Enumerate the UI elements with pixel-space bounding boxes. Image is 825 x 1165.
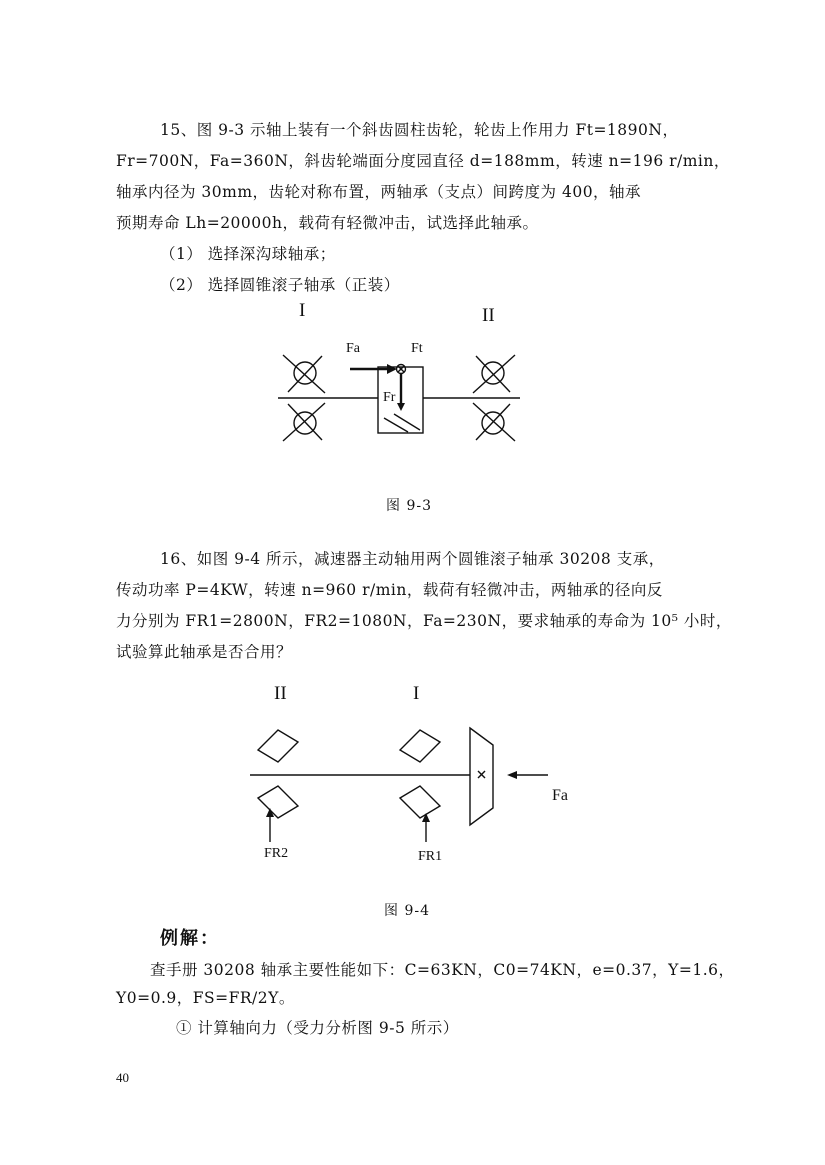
fig93-Fr-label: Fr bbox=[383, 390, 396, 405]
p16-line-4: 试验算此轴承是否合用？ bbox=[116, 643, 293, 661]
p15-line-2: Fr=700N，Fa=360N，斜齿轮端面分度园直径 d=188mm，转速 n=196 r/min， bbox=[116, 152, 730, 170]
p15-option-1: （1） 选择深沟球轴承； bbox=[160, 245, 336, 263]
fig94-label-II: II bbox=[274, 683, 287, 704]
p16-line-1: 16、如图 9-4 所示，减速器主动轴用两个圆锥滚子轴承 30208 支承， bbox=[160, 550, 665, 568]
fig93-label-II: II bbox=[482, 305, 495, 326]
fig94-FR1-label: FR1 bbox=[418, 849, 443, 864]
fig93-label-I: I bbox=[299, 300, 306, 321]
p15-line-3: 轴承内径为 30mm，齿轮对称布置，两轴承（支点）间跨度为 400，轴承 bbox=[116, 183, 642, 201]
fig94-label-I: I bbox=[413, 683, 420, 704]
fig93-Fa-label: Fa bbox=[346, 341, 360, 356]
p16-line-3: 力分别为 FR1=2800N，FR2=1080N，Fa=230N，要求轴承的寿命为 10⁵ 小时， bbox=[116, 612, 732, 630]
p15-option-2: （2） 选择圆锥滚子轴承（正装） bbox=[160, 276, 400, 294]
fig94-caption: 图 9-4 bbox=[384, 903, 430, 919]
fig93-Ft-label: Ft bbox=[411, 341, 423, 356]
p15-line-1: 15、图 9-3 示轴上装有一个斜齿圆柱齿轮，轮齿上作用力 Ft=1890N， bbox=[160, 121, 679, 139]
solution-line-1: 查手册 30208 轴承主要性能如下：C=63KN，C0=74KN，e=0.37，Y=1.6， bbox=[150, 961, 735, 979]
fig93-caption: 图 9-3 bbox=[386, 498, 432, 514]
solution-step-1: ① 计算轴向力（受力分析图 9-5 所示） bbox=[176, 1019, 459, 1037]
p16-line-2: 传动功率 P=4KW，转速 n=960 r/min，载荷有轻微冲击，两轴承的径向反 bbox=[116, 581, 663, 599]
page-number: 40 bbox=[116, 1070, 129, 1085]
solution-line-2: Y0=0.9，FS=FR/2Y。 bbox=[116, 989, 295, 1007]
fig94-Fa-label: Fa bbox=[552, 787, 568, 804]
p15-line-4: 预期寿命 Lh=20000h，载荷有轻微冲击，试选择此轴承。 bbox=[116, 214, 539, 232]
solution-heading: 例解： bbox=[160, 928, 220, 949]
fig94-FR2-label: FR2 bbox=[264, 846, 289, 861]
